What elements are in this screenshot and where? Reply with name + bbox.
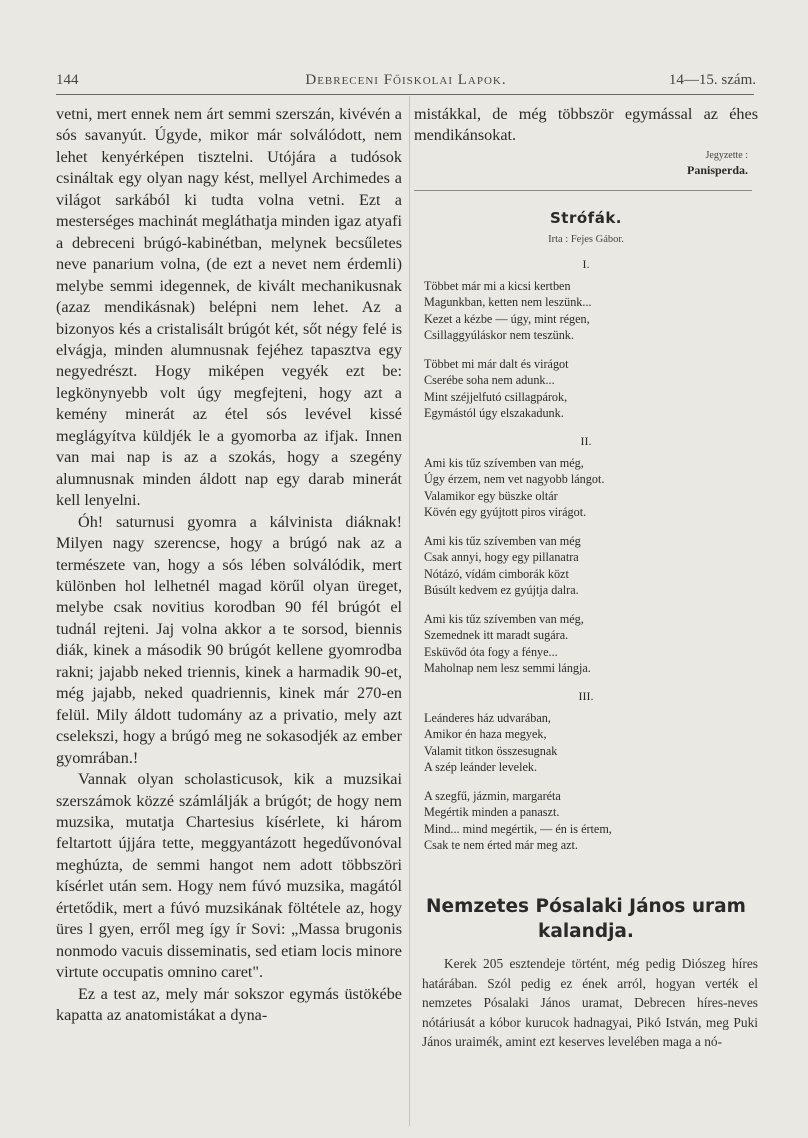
poem-stanza (424, 278, 758, 344)
page-header (56, 72, 756, 92)
continued-text: mistákkal, de még többször egymással az éhes mendikánsokat. (414, 105, 758, 145)
poem-line: Többet már mi a kicsi kertben (424, 278, 571, 293)
poem-line: Megértik minden a panaszt. (424, 805, 560, 820)
poem-line: Búsúlt kedvem ez gyújtja dalra. (424, 583, 579, 598)
poem-line: Mint széjjelfutó csillagpárok, (424, 389, 568, 404)
poem-section-numeral: II. (580, 433, 592, 448)
poem-line: Csillaggyúláskor nem teszünk. (424, 328, 574, 343)
poem-line: Úgy érzem, nem vet nagyobb lángot. (424, 472, 605, 487)
poem-line: Mind... mind megértik, — én is értem, (424, 821, 612, 836)
poem-line: Esküvőd óta fogy a fénye... (424, 644, 558, 659)
poem-body (414, 257, 758, 854)
poem-line: Szemednek itt maradt sugára. (424, 628, 569, 643)
poem-title: Strófák. (550, 208, 622, 227)
poem-section-numeral: III. (578, 688, 594, 703)
page-number: 144 (56, 72, 79, 88)
article-title: Nemzetes Pósalaki János uram kalandja. (426, 895, 746, 942)
poem-line: Maholnap nem lesz semmi lángja. (424, 661, 591, 676)
poem-line: Kezet a kézbe — úgy, mint régen, (424, 311, 590, 326)
issue-number: 14—15. szám. (668, 72, 756, 88)
poem-stanza (424, 533, 758, 599)
left-column (56, 104, 402, 1026)
poem-line: Kövén egy gyújtott piros virágot. (424, 505, 587, 520)
poem-stanza (424, 455, 758, 521)
poem-line: Ami kis tűz szívemben van még, (424, 611, 584, 626)
paragraph: Óh! saturnusi gyomra a kálvinista diáknak! Milyen nagy szerencse, hogy a brúgó nak az a természete van, hogy a sós lében solválódik, mert különben hol lelhetnél magad körűl olyan üreget, melybe csak novitius korodban 90 fél brúgót el tudnál rejteni. Jaj volna akkor a te sorsod, biennis diák, kinek a második 90 brúgót kellene gyomrodba rakni; jajabb neked triennis, kinek a harmadik 90-et, még jajabb, neked quadriennis, kinek már 270-en felül. Mily áldott tudomány az a privatio, mely azt cselekszi, hogy a brúgó meg ne sokasodjék az ember gyomrában.! (56, 512, 402, 767)
signature-name: Panisperda. (686, 162, 748, 177)
poem-line: Valamit titkon összesugnak (424, 743, 558, 758)
poem-line: A szegfű, jázmin, margaréta (424, 788, 561, 803)
poem-line: Leánderes ház udvarában, (424, 710, 551, 725)
column-divider (409, 96, 410, 1126)
poem-stanza (424, 356, 758, 422)
poem-line: Amikor én haza megyek, (424, 727, 547, 742)
poem-author: Irta : Fejes Gábor. (548, 233, 624, 245)
poem-line: Valamikor egy büszke oltár (424, 488, 558, 503)
poem-line: Nótázó, vídám cimborák közt (424, 566, 569, 581)
poem-line: Többet mi már dalt és virágot (424, 356, 569, 371)
poem-stanza (424, 710, 758, 776)
signature-label: Jegyzette : (705, 149, 748, 161)
right-column (414, 104, 758, 1052)
poem-line: Csak annyi, hogy egy pillanatra (424, 550, 579, 565)
journal-title: Debreceni Főiskolai Lapok. (305, 72, 507, 88)
poem-line: A szép leánder levelek. (424, 760, 538, 775)
section-divider (414, 190, 752, 191)
header-rule (56, 94, 754, 95)
poem-line: Csak te nem érted már meg azt. (424, 838, 578, 853)
poem-line: Cserébe soha nem adunk... (424, 373, 555, 388)
poem-section-numeral: I. (582, 256, 590, 271)
poem-line: Magunkban, ketten nem leszünk... (424, 295, 592, 310)
paragraph: vetni, mert ennek nem árt semmi szerszán, kivévén a sós savanyút. Úgyde, mikor már solválódott, nem lehet kenyérképen tisztelni. Utójára a tudósok csináltak egy olyan nagy kést, mellyel Archimedes a világot sarkából ki tudta volna vetni. Ezt a mesterséges machinát megláthatja minden igaz atyafi a debreceni brúgó-kabinétban, melynek becsűletes neve panarium volna, (de ezt a nevet nem érdemli) melybe semmi idegennek, de kivált mechanikusnak (azaz mendikásnak) belépni nem lehet. Az a bizonyos kés a cristalisált brúgót két, sőt négy felé is elvágja, minden alumnusnak fejéhez tapasztva egy negyedrészt. Hogy miképen vegyék ezt be: legkönynyebb volt úgy megfejteni, hogy azt a kemény minerát az étel sós levével kissé meglágyítva küldjék le a gyomorba az ifjak. Innen van mai nap is az a szokás, hogy a szegény alumnusnak minden áldott nap egy darab minerát kell lenyelni. (56, 105, 402, 510)
poem-line: Ami kis tűz szívemben van még (424, 533, 581, 548)
paragraph: Ez a test az, mely már sokszor egymás üstökébe kapatta az anatomistákat a dyna- (56, 984, 402, 1025)
poem-line: Egymástól úgy elszakadunk. (424, 406, 564, 421)
paragraph: Vannak olyan scholasticusok, kik a muzsikai szerszámok közzé számlálják a brúgót; de hogy nem muzsika, mutatja Chartesius kísérlete, ki három feltartott újjára tette, meggyantázott hegedűvonóval meghúzta, de semmi hangot nem adott többszöri kísérlet után sem. Hogy nem fúvó muzsika, magától értetődik, mert a fúvó muzsikának föltétele az, hogy üres l gyen, erről meg így ír Sovi: „Massa brugonis nonmodo vacuis disseminatis, sed etiam locis minore virtute occupatis omnino caret". (56, 770, 402, 982)
article-body: Kerek 205 esztendeje történt, még pedig Diószeg híres határában. Szól pedig ez ének arról, hogyan verték el nemzetes Pósalaki János uramat, Debrecen híres-neves nótáriusát a kóbor kurucok hadnagyai, Pikó István, meg Puki János uraimék, amint ezt keserves levelében maga a nó- (422, 955, 758, 1050)
poem-stanza (424, 611, 758, 677)
poem-line: Ami kis tűz szívemben van még, (424, 455, 584, 470)
poem-stanza (424, 788, 758, 854)
